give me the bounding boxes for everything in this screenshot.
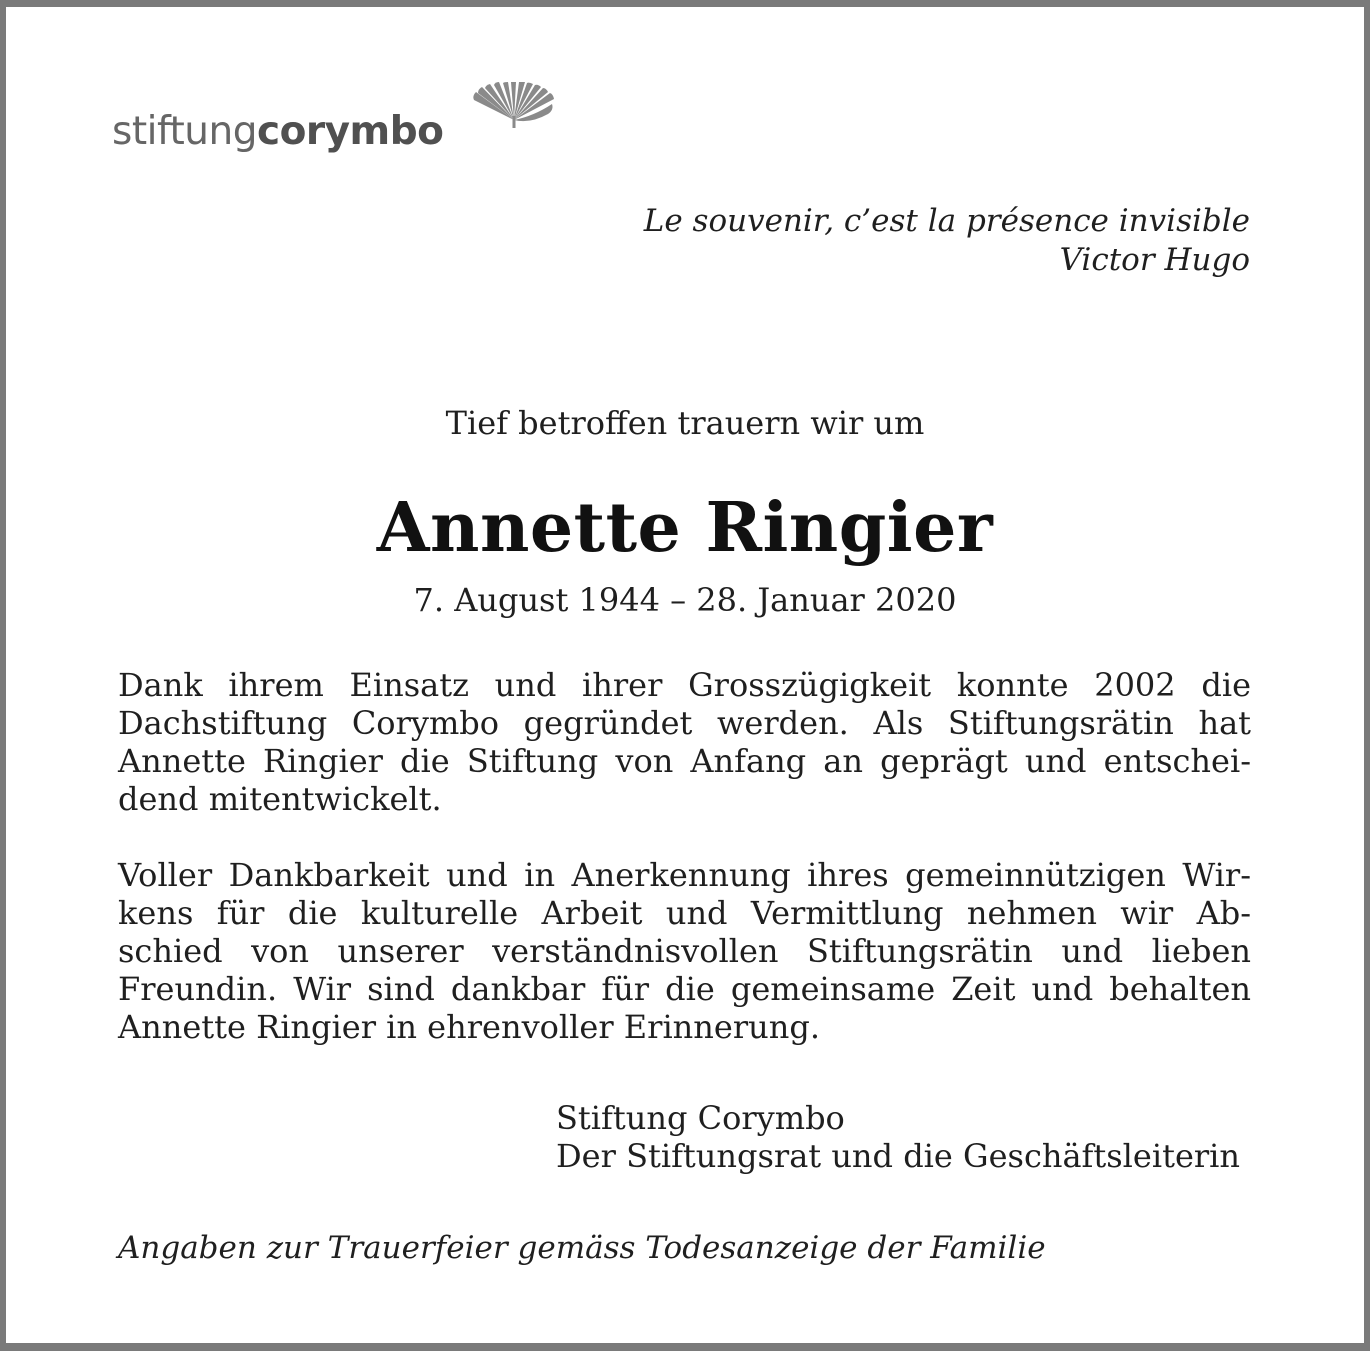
signature-organization: Stiftung Corymbo	[556, 1099, 845, 1137]
paragraph-line: Annette Ringier die Stiftung von Anfang an geprägt und entschei-	[118, 742, 1251, 780]
life-dates: 7. August 1944 – 28. Januar 2020	[413, 581, 957, 619]
epigraph-quote	[644, 202, 1250, 280]
paragraph-line: Dank ihrem Einsatz und ihrer Grosszügigkeit konnte 2002 die	[118, 666, 1251, 704]
corymbo-flower-icon	[468, 82, 560, 128]
logo-wordmark-light: stiftung	[112, 109, 257, 154]
paragraph-line: Dachstiftung Corymbo gegründet werden. Als Stiftungsrätin hat	[118, 704, 1251, 742]
paragraph-farewell	[118, 856, 1251, 1046]
signature-block	[556, 1099, 1240, 1175]
paragraph-line: Annette Ringier in ehrenvoller Erinnerung.	[118, 1008, 820, 1046]
quote-author: Victor Hugo	[1059, 242, 1250, 278]
paragraph-line: schied von unserer verständnisvollen Stiftungsrätin und lieben	[118, 932, 1251, 970]
funeral-info-note: Angaben zur Trauerfeier gemäss Todesanzeige der Familie	[118, 1230, 1046, 1266]
intro-line: Tief betroffen trauern wir um	[445, 404, 925, 442]
quote-text: Le souvenir, c’est la présence invisible	[643, 203, 1250, 239]
paragraph-line: dend mitentwickelt.	[118, 780, 442, 818]
paragraph-line: kens für die kulturelle Arbeit und Vermittlung nehmen wir Ab-	[118, 894, 1251, 932]
logo-wordmark	[112, 109, 444, 154]
stiftung-corymbo-logo	[112, 82, 572, 162]
paragraph-line: Freundin. Wir sind dankbar für die gemeinsame Zeit und behalten	[118, 970, 1251, 1008]
paragraph-tribute	[118, 666, 1251, 818]
paragraph-line: Voller Dankbarkeit und in Anerkennung ihres gemeinnützigen Wir-	[118, 856, 1251, 894]
signature-signatories: Der Stiftungsrat und die Geschäftsleiterin	[556, 1137, 1241, 1175]
logo-wordmark-bold: corymbo	[256, 109, 444, 154]
deceased-name: Annette Ringier	[376, 488, 994, 568]
